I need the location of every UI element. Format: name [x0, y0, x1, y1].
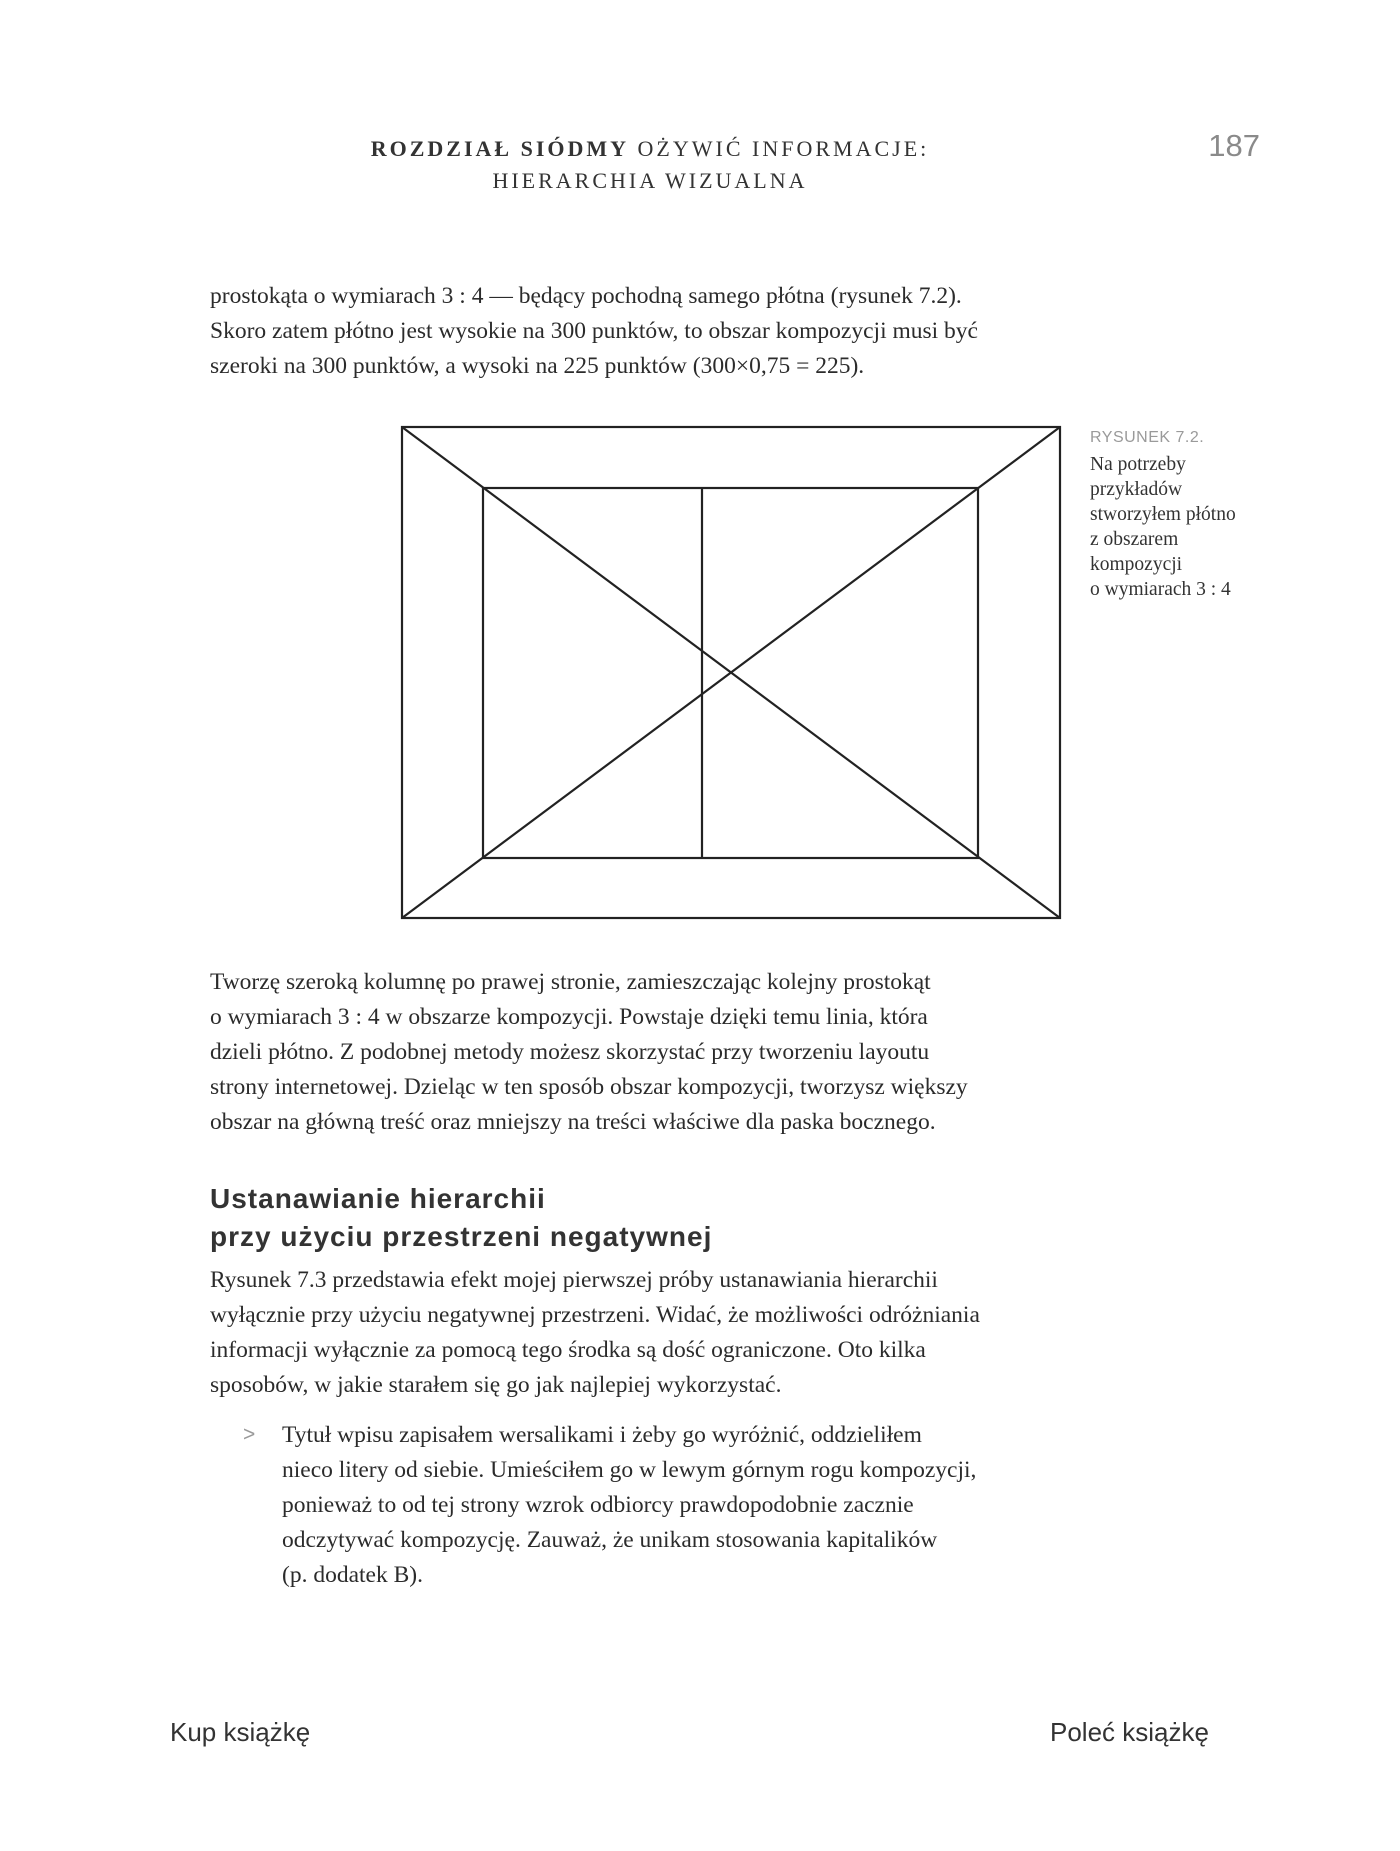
page-number: 187	[1208, 128, 1260, 163]
section-heading	[210, 1180, 1090, 1256]
caption-line: stworzyłem płótno	[1090, 504, 1236, 525]
text-line: szeroki na 300 punktów, a wysoki na 225 punktów (300×0,75 = 225).	[210, 353, 865, 379]
chapter-title-part-2: HIERARCHIA WIZUALNA	[492, 168, 808, 193]
text-line: Skoro zatem płótno jest wysokie na 300 punktów, to obszar kompozycji musi być	[210, 318, 978, 344]
caption-line: Na potrzeby	[1090, 454, 1186, 475]
text-line: (p. dodatek B).	[282, 1562, 423, 1588]
chapter-title-line-1	[240, 133, 1060, 165]
running-header	[240, 133, 1060, 197]
text-line: nieco litery od siebie. Umieściłem go w lewym górnym rogu kompozycji,	[282, 1457, 977, 1483]
figure-label: RYSUNEK 7.2.	[1090, 429, 1205, 446]
text-line: sposobów, w jakie starałem się go jak najlepiej wykorzystać.	[210, 1372, 782, 1398]
text-line: wyłącznie przy użyciu negatywnej przestrzeni. Widać, że możliwości odróżniania	[210, 1302, 980, 1328]
caption-line: o wymiarach 3 : 4	[1090, 579, 1231, 600]
chapter-number: ROZDZIAŁ SIÓDMY	[370, 136, 630, 161]
recommend-book-link[interactable]: Poleć książkę	[1050, 1717, 1209, 1747]
caption-line: kompozycji	[1090, 554, 1183, 575]
body-paragraph-2	[210, 965, 1090, 1140]
text-line: Rysunek 7.3 przedstawia efekt mojej pierwszej próby ustanawiania hierarchii	[210, 1267, 938, 1293]
text-line: obszar na główną treść oraz mniejszy na treści właściwe dla paska bocznego.	[210, 1109, 936, 1135]
section-heading-line-2: przy użyciu przestrzeni negatywnej	[210, 1221, 713, 1252]
text-line: Tworzę szeroką kolumnę po prawej stronie, zamieszczając kolejny prostokąt	[210, 969, 931, 995]
text-line: Tytuł wpisu zapisałem wersalikami i żeby go wyróżnić, oddzieliłem	[282, 1422, 922, 1448]
figure-caption	[1090, 425, 1270, 602]
body-paragraph-3	[210, 1263, 1090, 1403]
figure-7-2-diagram	[400, 425, 1062, 920]
text-line: ponieważ to od tej strony wzrok odbiorcy prawdopodobnie zacznie	[282, 1492, 914, 1518]
caption-line: przykładów	[1090, 479, 1183, 500]
intro-paragraph	[210, 279, 1090, 384]
chapter-title-part-1: OŻYWIĆ INFORMACJE:	[637, 136, 930, 161]
buy-book-link[interactable]: Kup książkę	[170, 1717, 311, 1747]
text-line: o wymiarach 3 : 4 w obszarze kompozycji. Powstaje dzięki temu linia, która	[210, 1004, 928, 1030]
bullet-marker: >	[243, 1423, 256, 1446]
figure-caption-text	[1090, 452, 1270, 602]
text-line: prostokąta o wymiarach 3 : 4 — będący pochodną samego płótna (rysunek 7.2).	[210, 283, 962, 309]
text-line: informacji wyłącznie za pomocą tego środka są dość ograniczone. Oto kilka	[210, 1337, 926, 1363]
caption-line: z obszarem	[1090, 529, 1179, 550]
bullet-item-text	[282, 1418, 1082, 1593]
text-line: strony internetowej. Dzieląc w ten sposób obszar kompozycji, tworzysz większy	[210, 1074, 968, 1100]
text-line: odczytywać kompozycję. Zauważ, że unikam stosowania kapitalików	[282, 1527, 938, 1553]
text-line: dzieli płótno. Z podobnej metody możesz skorzystać przy tworzeniu layoutu	[210, 1039, 930, 1065]
section-heading-line-1: Ustanawianie hierarchii	[210, 1183, 546, 1214]
